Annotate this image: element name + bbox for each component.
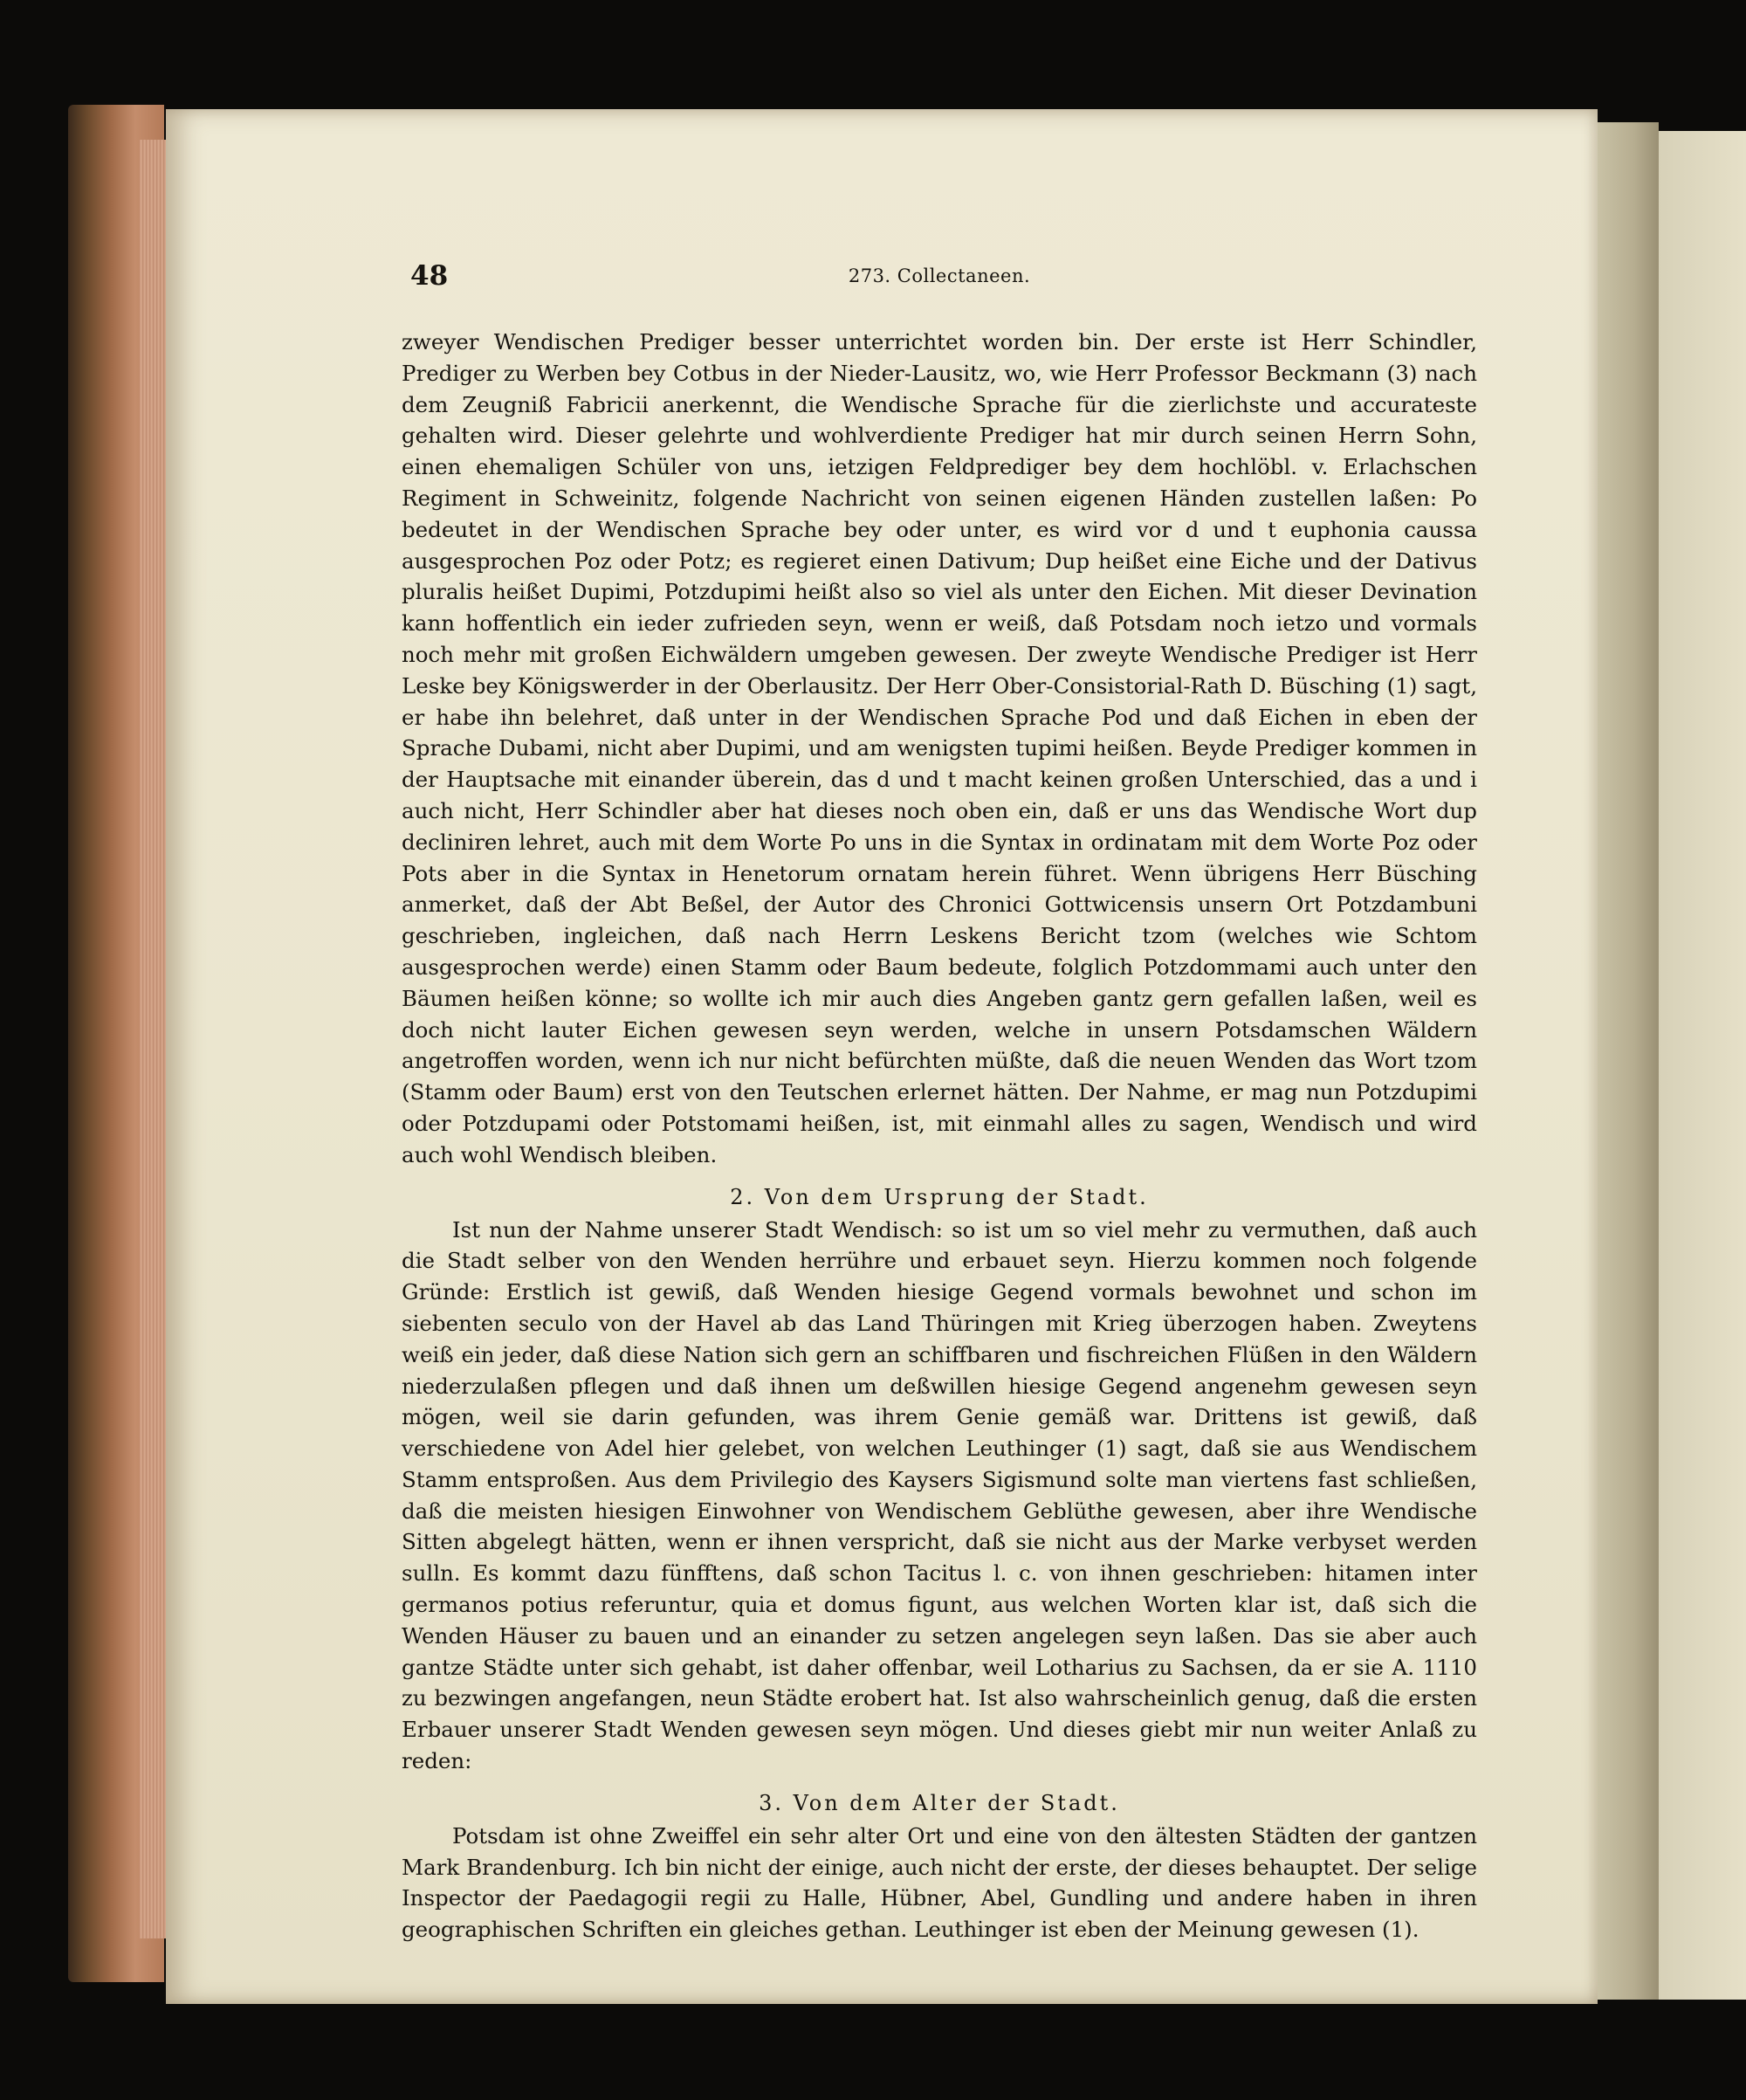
running-title: 273. Collectaneen. [848, 265, 1031, 286]
paragraph-age: Potsdam ist ohne Zweiffel ein sehr alter Ort und eine von den ältesten Städten der gantzen Mark Brandenburg. Ich bin nicht der einige, auch nicht der erste, der dieses behauptet. Der selige Inspector der Paedagogii regii zu Halle, Hübner, Abel, Gundling und andere haben in ihren geographischen Schriften ein gleiches gethan. Leuthinger ist eben der Meinung gewesen (1). [402, 1822, 1477, 1943]
page-text-block [402, 260, 1477, 1945]
paragraph-continuation: zweyer Wendischen Prediger besser unterrichtet worden bin. Der erste ist Herr Schindler, Prediger zu Werben bey Cotbus in der Nieder-Lausitz, wo, wie Herr Professor Beckmann (3) nach dem Zeugniß Fabricii anerkennt, die Wendische Sprache für die zierlichste und accurateste gehalten wird. Dieser gelehrte und wohlverdiente Prediger hat mir durch seinen Herrn Sohn, einen ehemaligen Schüler von uns, ietzigen Feldprediger bey dem hochlöbl. v. Erlachschen Regiment in Schweinitz, folgende Nachricht von seinen eigenen Händen zustellen laßen: Po bedeutet in der Wendischen Sprache bey oder unter, es wird vor d und t euphonia caussa ausgesprochen Poz oder Potz; es regieret einen Dativum; Dup heißet eine Eiche und der Dativus pluralis heißet Dupimi, Potzdupimi heißt also so viel als unter den Eichen. Mit dieser Devination kann hoffentlich ein ieder zufrieden seyn, wenn er weiß, daß Potsdam noch ietzo und vormals noch mehr mit großen Eichwäldern umgeben gewesen. Der zweyte Wendische Prediger ist Herr Leske bey Königswerder in der Oberlausitz. Der Herr Ober-Consistorial-Rath D. Büsching (1) sagt, er habe ihn belehret, daß unter in der Wendischen Sprache Pod und daß Eichen in eben der Sprache Dubami, nicht aber Dupimi, und am wenigsten tupimi heißen. Beyde Prediger kommen in der Hauptsache mit einander überein, das d und t macht keinen großen Unterschied, das a und i auch nicht, Herr Schindler aber hat dieses noch oben ein, daß er uns das Wendische Wort dup decliniren lehret, auch mit dem Worte Po uns in die Syntax in ordinatam mit dem Worte Poz oder Pots aber in die Syntax in Henetorum ornatam herein führet. Wenn übrigens Herr Büsching anmerket, daß der Abt Beßel, der Autor des Chronici Gottwicensis unsern Ort Potzdambuni geschrieben, ingleichen, daß nach Herrn Leskens Bericht tzom (welches wie Schtom ausgesprochen werde) einen Stamm oder Baum bedeute, folglich Potzdommami auch unter den Bäumen heißen könne; so wollte ich mir auch dies Angeben gantz gern gefallen laßen, weil es doch nicht lauter Eichen gewesen seyn werden, welche in unsern Potsdamschen Wäldern angetroffen worden, wenn ich nur nicht befürchten müßte, daß die neuen Wenden das Wort tzom (Stamm oder Baum) erst von den Teutschen erlernet hätten. Der Nahme, er mag nun Potzdupimi oder Potzdupami oder Potstomami heißen, ist, mit einmahl alles zu sagen, Wendisch und wird auch wohl Wendisch bleiben. [402, 329, 1477, 1167]
facing-page [1659, 131, 1746, 2000]
page-number: 48 [410, 260, 449, 292]
gutter-shadow [1598, 122, 1659, 2000]
page-header [402, 260, 1477, 299]
paragraph-origin: Ist nun der Nahme unserer Stadt Wendisch: so ist um so viel mehr zu vermuthen, daß auch die Stadt selber von den Wenden herrühre und erbauet seyn. Hierzu kommen noch folgende Gründe: Erstlich ist gewiß, daß Wenden hiesige Gegend vormals bewohnet und schon im siebenten seculo von der Havel ab das Land Thüringen mit Krieg überzogen haben. Zweytens weiß ein jeder, daß diese Nation sich gern an schiffbaren und fischreichen Flüßen in den Wäldern niederzulaßen pflegen und daß ihnen um deßwillen hiesige Gegend angenehm gewesen seyn mögen, weil sie darin gefunden, was ihrem Genie gemäß war. Drittens ist gewiß, daß verschiedene von Adel hier gelebet, von welchen Leuthinger (1) sagt, daß sie aus Wendischem Stamm entsproßen. Aus dem Privilegio des Kaysers Sigismund solte man viertens fast schließen, daß die meisten hiesigen Einwohner von Wendischem Geblüthe gewesen, aber ihre Wendische Sitten abgelegt hätten, wenn er ihnen verspricht, daß sie nicht aus der Marke verbyset werden sulln. Es kommt dazu fünfftens, daß schon Tacitus l. c. von ihnen geschrieben: hitamen inter germanos potius referuntur, quia et domus figunt, aus welchen Worten klar ist, daß sich die Wenden Häuser zu bauen und an einander zu setzen angelegen seyn laßen. Das sie aber auch gantze Städte unter sich gehabt, ist daher offenbar, weil Lotharius zu Sachsen, da er sie A. 1110 zu bezwingen angefangen, neun Städte erobert hat. Ist also wahrscheinlich genug, daß die ersten Erbauer unserer Stadt Wenden gewesen seyn mögen. Und dieses giebt mir nun weiter Anlaß zu reden: [402, 1216, 1477, 1774]
section-heading-age: 3. Von dem Alter der Stadt. [759, 1790, 1120, 1815]
section-heading-origin: 2. Von dem Ursprung der Stadt. [730, 1184, 1149, 1209]
